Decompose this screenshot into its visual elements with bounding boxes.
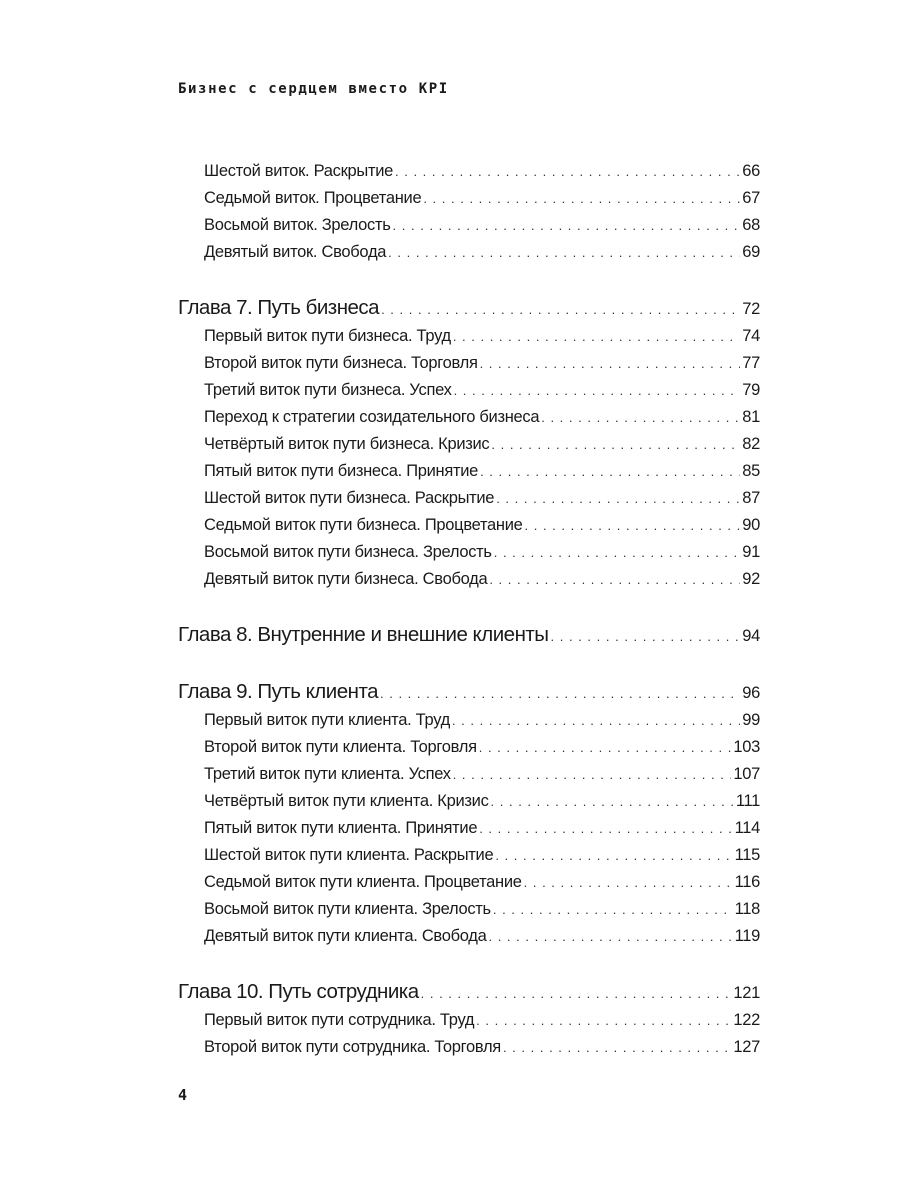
dot-leader bbox=[491, 788, 734, 815]
toc-entry bbox=[178, 404, 760, 431]
toc-entry bbox=[178, 734, 760, 761]
page-ref: 121 bbox=[733, 984, 760, 1002]
entry-title: Третий виток пути клиента. Успех bbox=[204, 765, 451, 783]
dot-leader bbox=[452, 707, 740, 734]
entry-title: Третий виток пути бизнеса. Успех bbox=[204, 381, 452, 399]
entry-title: Седьмой виток. Процветание bbox=[204, 189, 422, 207]
table-of-contents bbox=[178, 158, 760, 1061]
toc-chapter-entry bbox=[178, 293, 760, 323]
dot-leader bbox=[495, 842, 732, 869]
dot-leader bbox=[476, 1007, 731, 1034]
entry-title: Первый виток пути бизнеса. Труд bbox=[204, 327, 451, 345]
entry-title: Переход к стратегии созидательного бизнеса bbox=[204, 408, 540, 426]
toc-entry bbox=[178, 566, 760, 593]
toc-section bbox=[178, 293, 760, 593]
toc-entry bbox=[178, 761, 760, 788]
toc-entry bbox=[178, 512, 760, 539]
entry-title: Девятый виток пути клиента. Свобода bbox=[204, 927, 487, 945]
entry-title: Восьмой виток. Зрелость bbox=[204, 216, 391, 234]
chapter-title: Глава 7. Путь бизнеса bbox=[178, 296, 380, 319]
page-ref: 90 bbox=[742, 516, 760, 534]
entry-title: Второй виток пути клиента. Торговля bbox=[204, 738, 477, 756]
dot-leader bbox=[493, 896, 733, 923]
entry-title: Восьмой виток пути клиента. Зрелость bbox=[204, 900, 491, 918]
dot-leader bbox=[551, 620, 741, 652]
entry-title: Шестой виток пути клиента. Раскрытие bbox=[204, 846, 494, 864]
chapter-title: Глава 10. Путь сотрудника bbox=[178, 980, 419, 1003]
dot-leader bbox=[393, 212, 741, 239]
running-head: Бизнес с сердцем вместо KPI bbox=[178, 81, 449, 97]
toc-entry bbox=[178, 431, 760, 458]
chapter-title: Глава 9. Путь клиента bbox=[178, 680, 379, 703]
page-ref: 77 bbox=[742, 354, 760, 372]
page-ref: 99 bbox=[742, 711, 760, 729]
page-ref: 74 bbox=[742, 327, 760, 345]
toc-section bbox=[178, 677, 760, 950]
dot-leader bbox=[453, 761, 732, 788]
dot-leader bbox=[421, 977, 732, 1009]
page-ref: 96 bbox=[742, 684, 760, 702]
entry-title: Девятый виток пути бизнеса. Свобода bbox=[204, 570, 488, 588]
chapter-title: Глава 8. Внутренние и внешние клиенты bbox=[178, 623, 549, 646]
toc-entry bbox=[178, 1034, 760, 1061]
dot-leader bbox=[488, 923, 732, 950]
entry-title: Шестой виток пути бизнеса. Раскрытие bbox=[204, 489, 495, 507]
dot-leader bbox=[489, 566, 740, 593]
page-ref: 87 bbox=[742, 489, 760, 507]
page-ref: 122 bbox=[733, 1011, 760, 1029]
dot-leader bbox=[388, 239, 740, 266]
toc-section bbox=[178, 620, 760, 650]
page-ref: 79 bbox=[742, 381, 760, 399]
dot-leader bbox=[496, 485, 740, 512]
toc-entry bbox=[178, 815, 760, 842]
page-ref: 69 bbox=[742, 243, 760, 261]
toc-entry bbox=[178, 842, 760, 869]
toc-entry bbox=[178, 1007, 760, 1034]
page-ref: 72 bbox=[742, 300, 760, 318]
page-ref: 127 bbox=[733, 1038, 760, 1056]
dot-leader bbox=[381, 293, 740, 325]
toc-entry bbox=[178, 485, 760, 512]
dot-leader bbox=[503, 1034, 731, 1061]
entry-title: Четвёртый виток пути клиента. Кризис bbox=[204, 792, 489, 810]
dot-leader bbox=[423, 185, 740, 212]
dot-leader bbox=[479, 815, 732, 842]
toc-entry bbox=[178, 896, 760, 923]
toc-section bbox=[178, 977, 760, 1061]
page-number: 4 bbox=[178, 1086, 188, 1104]
entry-title: Шестой виток. Раскрытие bbox=[204, 162, 394, 180]
dot-leader bbox=[524, 869, 733, 896]
dot-leader bbox=[454, 377, 741, 404]
dot-leader bbox=[395, 158, 740, 185]
toc-entry bbox=[178, 539, 760, 566]
page-ref: 81 bbox=[742, 408, 760, 426]
dot-leader bbox=[491, 431, 740, 458]
entry-title: Второй виток пути бизнеса. Торговля bbox=[204, 354, 478, 372]
toc-entry bbox=[178, 323, 760, 350]
page-ref: 85 bbox=[742, 462, 760, 480]
dot-leader bbox=[494, 539, 741, 566]
page-ref: 114 bbox=[734, 819, 760, 837]
page-ref: 94 bbox=[742, 627, 760, 645]
toc-entry bbox=[178, 923, 760, 950]
dot-leader bbox=[479, 734, 732, 761]
entry-title: Второй виток пути сотрудника. Торговля bbox=[204, 1038, 501, 1056]
toc-entry bbox=[178, 869, 760, 896]
page-ref: 107 bbox=[733, 765, 760, 783]
entry-title: Восьмой виток пути бизнеса. Зрелость bbox=[204, 543, 492, 561]
dot-leader bbox=[453, 323, 740, 350]
entry-title: Девятый виток. Свобода bbox=[204, 243, 387, 261]
toc-chapter-entry bbox=[178, 977, 760, 1007]
page-ref: 92 bbox=[742, 570, 760, 588]
page-ref: 111 bbox=[735, 792, 760, 810]
page-ref: 103 bbox=[733, 738, 760, 756]
toc-entry bbox=[178, 239, 760, 266]
entry-title: Первый виток пути сотрудника. Труд bbox=[204, 1011, 475, 1029]
toc-entry bbox=[178, 377, 760, 404]
dot-leader bbox=[380, 677, 740, 709]
toc-entry bbox=[178, 350, 760, 377]
page-ref: 116 bbox=[734, 873, 760, 891]
dot-leader bbox=[480, 350, 741, 377]
entry-title: Первый виток пути клиента. Труд bbox=[204, 711, 450, 729]
toc-chapter-entry bbox=[178, 677, 760, 707]
toc-entry bbox=[178, 707, 760, 734]
page-ref: 118 bbox=[734, 900, 760, 918]
dot-leader bbox=[541, 404, 740, 431]
toc-section bbox=[178, 158, 760, 266]
entry-title: Пятый виток пути клиента. Принятие bbox=[204, 819, 478, 837]
toc-entry bbox=[178, 788, 760, 815]
entry-title: Пятый виток пути бизнеса. Принятие bbox=[204, 462, 479, 480]
page-ref: 91 bbox=[742, 543, 760, 561]
toc-entry bbox=[178, 458, 760, 485]
page-ref: 119 bbox=[734, 927, 760, 945]
entry-title: Четвёртый виток пути бизнеса. Кризис bbox=[204, 435, 490, 453]
page-ref: 66 bbox=[742, 162, 760, 180]
page-ref: 67 bbox=[742, 189, 760, 207]
toc-entry bbox=[178, 185, 760, 212]
toc-entry bbox=[178, 212, 760, 239]
entry-title: Седьмой виток пути клиента. Процветание bbox=[204, 873, 522, 891]
toc-entry bbox=[178, 158, 760, 185]
dot-leader bbox=[525, 512, 741, 539]
dot-leader bbox=[480, 458, 740, 485]
page-ref: 115 bbox=[734, 846, 760, 864]
toc-chapter-entry bbox=[178, 620, 760, 650]
page-ref: 68 bbox=[742, 216, 760, 234]
page-ref: 82 bbox=[742, 435, 760, 453]
entry-title: Седьмой виток пути бизнеса. Процветание bbox=[204, 516, 523, 534]
